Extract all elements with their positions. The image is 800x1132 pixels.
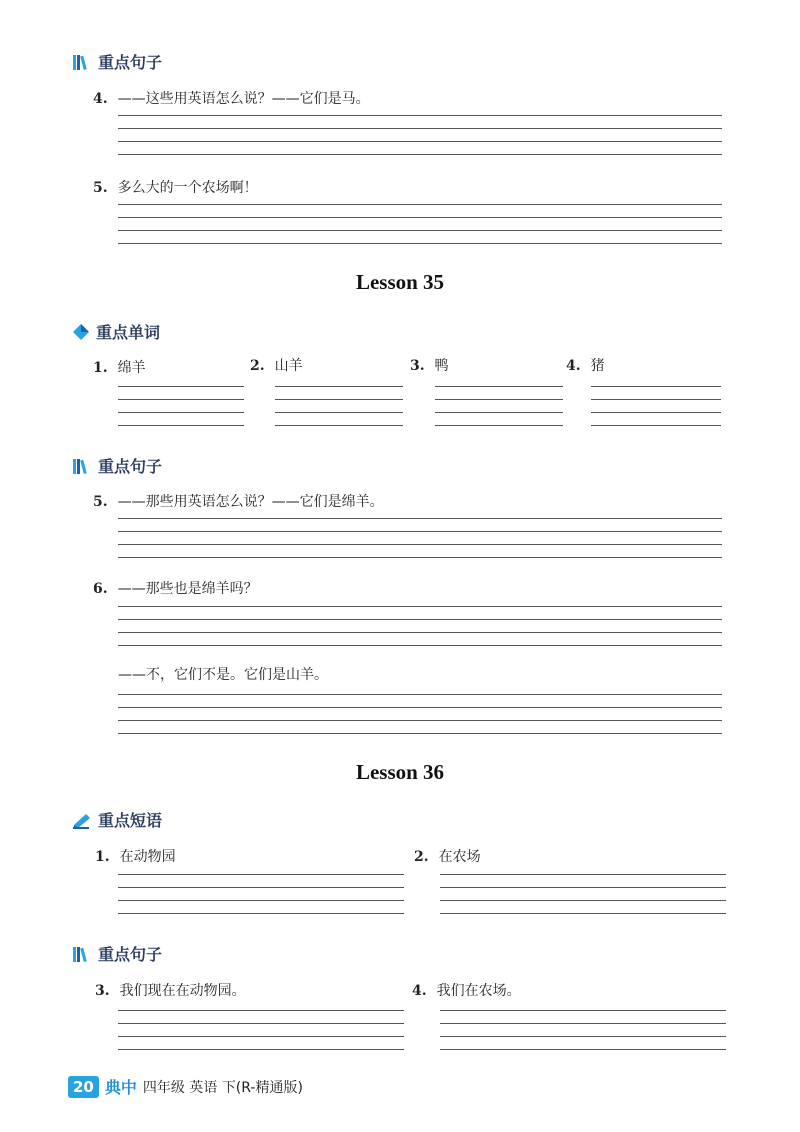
- writing-lines[interactable]: [118, 204, 722, 244]
- question-item: 4. ——这些用英语怎么说？——它们是马。: [93, 91, 370, 107]
- books-icon: [72, 457, 92, 475]
- section-title-key-sentences: 重点句子: [72, 942, 162, 965]
- writing-lines[interactable]: [118, 606, 722, 646]
- section-title-key-phrases: 重点短语: [72, 808, 162, 831]
- book-title: 四年级 英语 下(R-精通版): [142, 1079, 303, 1096]
- writing-lines[interactable]: [118, 386, 244, 426]
- writing-lines[interactable]: [435, 386, 563, 426]
- books-icon: [72, 53, 92, 71]
- writing-lines[interactable]: [118, 1010, 404, 1050]
- phrase-item: 1. 在动物园: [95, 849, 176, 865]
- phrase-item: 2. 在农场: [414, 849, 481, 865]
- page-number: 20: [68, 1076, 99, 1098]
- writing-lines[interactable]: [118, 115, 722, 155]
- lesson-heading: Lesson 35: [355, 270, 445, 294]
- sentence-item: 4. 我们在农场。: [412, 983, 521, 999]
- brand-logo: 典中: [104, 1078, 137, 1097]
- question-item: 6. ——那些也是绵羊吗？: [93, 581, 258, 597]
- writing-lines[interactable]: [118, 694, 722, 734]
- writing-lines[interactable]: [440, 874, 726, 914]
- word-item: 1. 绵羊: [93, 360, 146, 376]
- page-footer: [68, 1075, 303, 1098]
- section-title-key-sentences: 重点句子: [72, 454, 162, 477]
- writing-lines[interactable]: [118, 518, 722, 558]
- question-item: 5. ——那些用英语怎么说？——它们是绵羊。: [93, 494, 384, 510]
- writing-lines[interactable]: [440, 1010, 726, 1050]
- section-title-key-sentences: 重点句子: [72, 50, 162, 73]
- section-title-key-words: 重点单词: [72, 320, 160, 343]
- books-icon: [72, 945, 92, 963]
- reply-item: ——不，它们不是。它们是山羊。: [118, 667, 328, 683]
- diamond-icon: [72, 323, 90, 341]
- word-item: 2. 山羊: [250, 358, 303, 374]
- sentence-item: 3. 我们现在在动物园。: [95, 983, 246, 999]
- word-item: 3. 鸭: [410, 358, 449, 374]
- question-item: 5. 多么大的一个农场啊！: [93, 180, 258, 196]
- writing-lines[interactable]: [275, 386, 403, 426]
- writing-lines[interactable]: [118, 874, 404, 914]
- word-item: 4. 猪: [566, 358, 605, 374]
- pencil-book-icon: [72, 811, 92, 829]
- writing-lines[interactable]: [591, 386, 721, 426]
- lesson-heading: Lesson 36: [355, 760, 445, 784]
